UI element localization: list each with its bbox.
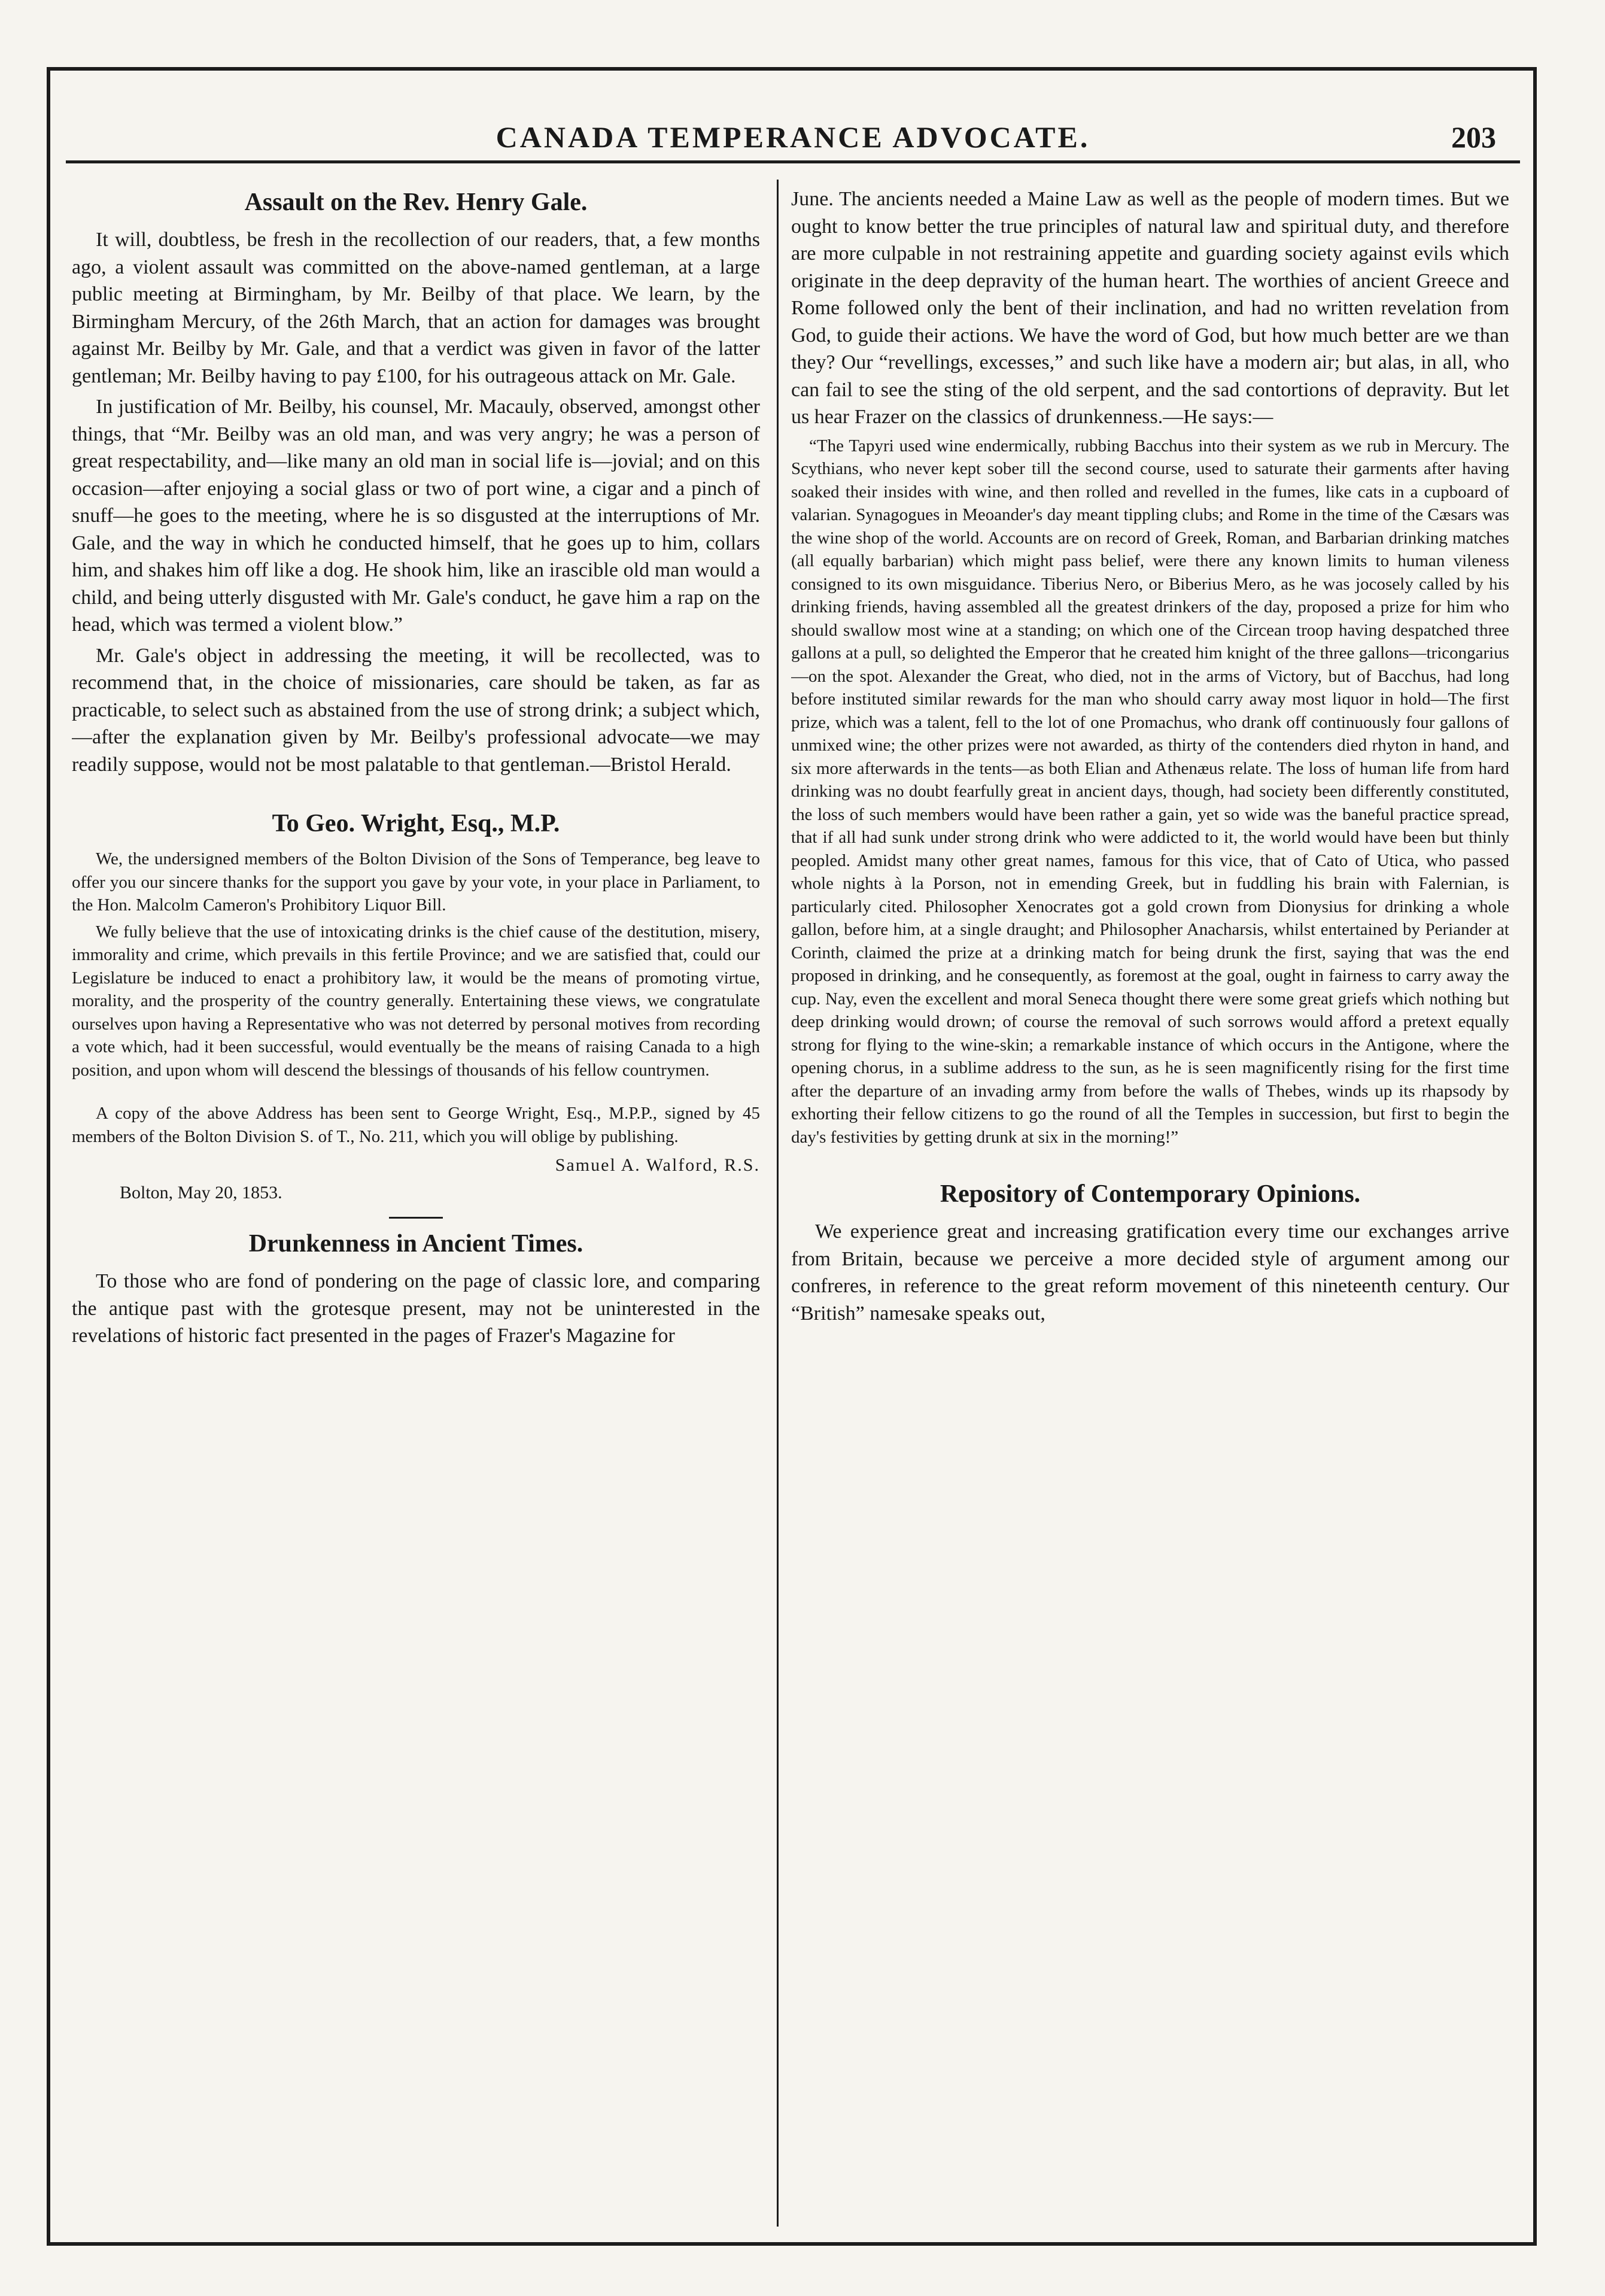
- header-rule: [66, 160, 1520, 163]
- article-paragraph: We, the undersigned members of the Bolton Division of the Sons of Temperance, beg leave to offer you our sincere thanks for the support you gave by your vote, in your place in Parliament, to the Hon. Malcolm Cameron's Prohibitory Liquor Bill.: [72, 849, 760, 915]
- quote-paragraph: “The Tapyri used wine endermically, rubbing Bacchus into their system as we rub in Mercury. The Scythians, who never kept sober till the second course, used to saturate their garments after having soaked their insides with wine, and then rolled and revelled in the fumes, like cats in a cupboard of valarian. Synagogues in Meoander's day meant tippling clubs; and Rome in the time of the Cæsars was the wine shop of the world. Accounts are on record of Greek, Roman, and Barbarian drinking matches (all equally barbarian) which might pass belief, were there any known limits to human vileness consigned to its own misguidance. Tiberius Nero, or Biberius Mero, as he was jocosely called by his drinking friends, having assembled all the greatest drinkers of the day, proposed a prize for him who should swallow most wine at a standing; on which one of the Circean troop having despatched three gallons at a pull, so delighted the Emperor that he created him knight of the three gallons—tricongarius—on the spot. Alexander the Great, who died, not in the arms of Victory, but of Bacchus, had long before instituted similar rewards for the man who should carry away most liquor in hold—The first prize, which was a talent, fell to the lot of one Promachus, who drank off continuously four gallons of unmixed wine; the other prizes were not awarded, as thirty of the contenders died rhyton in hand, and six more afterwards in the tents—as both Elian and Athenæus relate. The loss of human life from hard drinking was no doubt fearfully great in ancient days, though, had society been differently constituted, the loss of such members would have been rather a gain, yet so wide was the baneful practice spread, that if all had sunk under strong drink who were addicted to it, the world would have been but thinly peopled. Amidst many other great names, famous for this vice, that of Cato of Utica, who passed whole nights à la Porson, not in emending Greek, but in fuddling his brain with Falernian, is particularly cited. Philosopher Xenocrates got a gold crown from Dionysius for drinking a whole gallon, before him, at a single draught; and Philosopher Anacharsis, whilst entertained by Periander at Corinth, claimed the prize at a drinking match for being drunk the first, saying that was the end proposed in drinking, and he consequently, as foremost at the goal, ought in fairness to carry away the cup. Nay, even the excellent and moral Seneca thought there were some great griefs which nothing but deep drinking would drown; of course the removal of such sorrows would afford a pretext equally strong for flying to the wine-skin; a remarkable instance of which occurs in the Antigone, where the opening chorus, in a sublime address to the sun, as he is seen magnificently rising for the first time after the departure of an invading army from before the walls of Thebes, winds up its rhapsody by exhorting their fellow citizens to go the round of all the Temples in succession, but first to begin the day's festivities by getting drunk at six in the morning!”: [791, 436, 1509, 1147]
- dateline: Bolton, May 20, 1853.: [120, 1182, 282, 1202]
- article-paragraph: Mr. Gale's object in addressing the meeting, it will be recollected, was to recommend that, in the choice of missionaries, care should be taken, as far as practicable, to select such as abstained from the use of strong drink; a subject which, —after the explanation given by Mr. Beilby's professional advocate—we may readily suppose, would not be most palatable to that gentleman.—Bristol Herald.: [72, 644, 760, 776]
- article-paragraph: In justification of Mr. Beilby, his counsel, Mr. Macauly, observed, amongst other things, that “Mr. Beilby was an old man, and was very angry; he was a person of great respectability, and—like many an old man in social life is—jovial; and on this occasion—after enjoying a social glass or two of port wine, a cigar and a pinch of snuff—he goes to the meeting, where he is so disgusted at the interruptions of Mr. Gale, and the way in which he conducted himself, that he goes up to him, collars him, and shakes him off like a dog. He shook him, like an irascible old man would a child, and being utterly disgusted with Mr. Gale's conduct, he gave him a rap on the head, which was termed a violent blow.”: [72, 396, 760, 636]
- left-column: [72, 186, 760, 2227]
- article-paragraph: It will, doubtless, be fresh in the recollection of our readers, that, a few months ago, a violent assault was committed on the above-named gentleman, at a large public meeting at Birmingham, by Mr. Beilby of that place. We learn, by the Birmingham Mercury, of the 26th March, that an action for damages was brought against Mr. Beilby by Mr. Gale, and that a verdict was given in favor of the latter gentleman; Mr. Beilby having to pay £100, for his outrageous attack on Mr. Gale.: [72, 229, 760, 387]
- article-paragraph: To those who are fond of pondering on the page of classic lore, and comparing the antique past with the grotesque present, may not be uninterested in the revelations of historic fact presented in the pages of Frazer's Magazine for: [72, 1270, 760, 1347]
- article-title-gale: Assault on the Rev. Henry Gale.: [244, 189, 588, 216]
- article-paragraph: We fully believe that the use of intoxicating drinks is the chief cause of the destitution, misery, immorality and crime, which prevails in this fertile Province; and we are satisfied that, could our Legislature be induced to enact a prohibitory law, it would be the means of promoting virtue, morality, and the prosperity of the country generally. Entertaining these views, we congratulate ourselves upon having a Representative who was not deterred by personal motives from recording a vote which, had it been successful, would eventually be the means of raising Canada to a high position, and upon whom will descend the blessings of thousands of his fellow countrymen.: [72, 922, 760, 1080]
- right-column: [791, 186, 1509, 2227]
- article-paragraph-continued: June. The ancients needed a Maine Law as well as the people of modern times. But we ought to know better the true principles of natural law and spiritual duty, and therefore are more culpable in not restraining appetite and guarding society against evils which originate in the deep depravity of the human heart. The worthies of ancient Greece and Rome followed only the bent of their inclination, and had no written revelation from God, to guide their actions. We have the word of God, but how much better are we than they? Our “revellings, excesses,” and such like have a modern air; but alas, in all, who can fail to see the sting of the old serpent, and the sad contortions of depravity. But let us hear Frazer on the classics of drunkenness.—He says:—: [791, 188, 1509, 428]
- page-number: 203: [1451, 120, 1496, 154]
- article-title-drunkenness: Drunkenness in Ancient Times.: [248, 1230, 583, 1258]
- article-title-wright: To Geo. Wright, Esq., M.P.: [272, 810, 560, 837]
- article-title-repository: Repository of Contemporary Opinions.: [940, 1180, 1361, 1208]
- section-rule: [389, 1217, 443, 1219]
- article-paragraph: We experience great and increasing gratification every time our exchanges arrive from Britain, because we perceive a more decided style of argument among our confreres, in reference to the great reform movement of this nineteenth century. Our “British” namesake speaks out,: [791, 1220, 1509, 1325]
- column-divider: [777, 180, 779, 2227]
- editor-note: A copy of the above Address has been sent to George Wright, Esq., M.P.P., signed by 45 members of the Bolton Division S. of T., No. 211, which you will oblige by publishing.: [72, 1104, 760, 1146]
- running-title: CANADA TEMPERANCE ADVOCATE.: [496, 120, 1090, 154]
- signature: Samuel A. Walford, R.S.: [555, 1155, 760, 1175]
- quoted-extract: [791, 435, 1509, 1149]
